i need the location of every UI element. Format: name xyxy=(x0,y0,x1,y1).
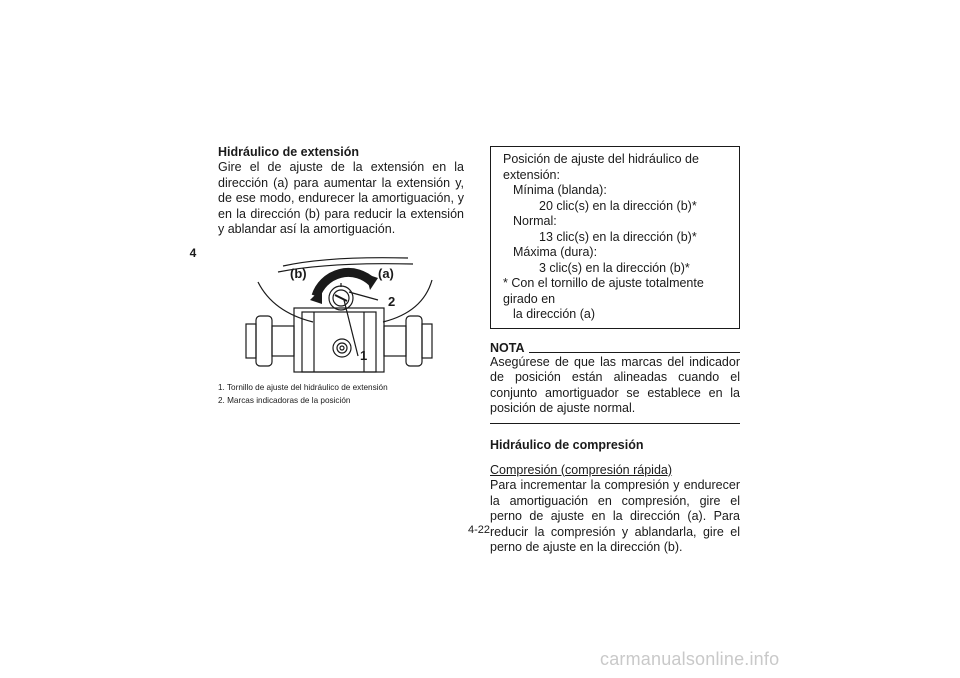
spec-min-value: 20 clic(s) en la dirección (b)* xyxy=(539,198,697,213)
caption-2: 2. Marcas indicadoras de la posición xyxy=(218,396,351,405)
compression-paragraph: Para incrementar la compresión y endurecer la amortiguación en compresión, gire el perno de ajuste en la dirección (a). Para reducir la compresión y ablandarla, gire el perno de ajuste en la dirección (b). xyxy=(490,478,740,554)
nota-label: NOTA xyxy=(490,340,525,355)
section-heading-compression: Hidráulico de compresión xyxy=(490,437,644,452)
figure-captions xyxy=(218,381,468,407)
spec-footnote-line-1: * Con el tornillo de ajuste totalmente girado en xyxy=(503,276,704,306)
spec-max-label: Máxima (dura): xyxy=(513,245,598,259)
spec-normal-value: 13 clic(s) en la dirección (b)* xyxy=(539,229,697,244)
adjuster-drawing xyxy=(218,252,462,380)
spec-normal-label: Normal: xyxy=(513,214,557,228)
nota-end-rule xyxy=(490,423,740,424)
figure-label-b: (b) xyxy=(290,266,307,281)
spec-min-label: Mínima (blanda): xyxy=(513,183,607,197)
figure-callout-2: 2 xyxy=(388,294,396,309)
nota-header xyxy=(490,341,740,355)
spec-footnote-line-2: la dirección (a) xyxy=(513,307,595,321)
page-number: 4-22 xyxy=(468,524,491,536)
figure-callout-1: 1 xyxy=(360,348,368,363)
left-column xyxy=(218,144,464,238)
right-column xyxy=(490,146,740,556)
spec-max-value: 3 clic(s) en la dirección (b)* xyxy=(539,260,690,275)
adjustment-spec-box xyxy=(490,146,740,329)
watermark: carmanualsonline.info xyxy=(600,649,780,669)
chapter-tab: 4 xyxy=(189,246,197,260)
section-heading-extension: Hidráulico de extensión xyxy=(218,145,360,159)
adjuster-illustration xyxy=(218,252,462,380)
spec-title: Posición de ajuste del hidráulico de extensión: xyxy=(503,152,699,182)
compression-subheading: Compresión (compresión rápida) xyxy=(490,462,673,477)
nota-rule xyxy=(529,352,741,353)
caption-1: 1. Tornillo de ajuste del hidráulico de extensión xyxy=(218,383,388,392)
nota-text: Asegúrese de que las marcas del indicador de posición están alineadas cuando el conjunto amortiguador se establece en la posición de ajuste normal. xyxy=(490,354,740,415)
figure-label-a: (a) xyxy=(378,266,394,281)
extension-paragraph: Gire el de ajuste de la extensión en la dirección (a) para aumentar la extensión y, de ese modo, endurecer la amortiguación, y en la dirección (b) para reducir la extensión y ablandar así la amortiguación. xyxy=(218,160,464,236)
